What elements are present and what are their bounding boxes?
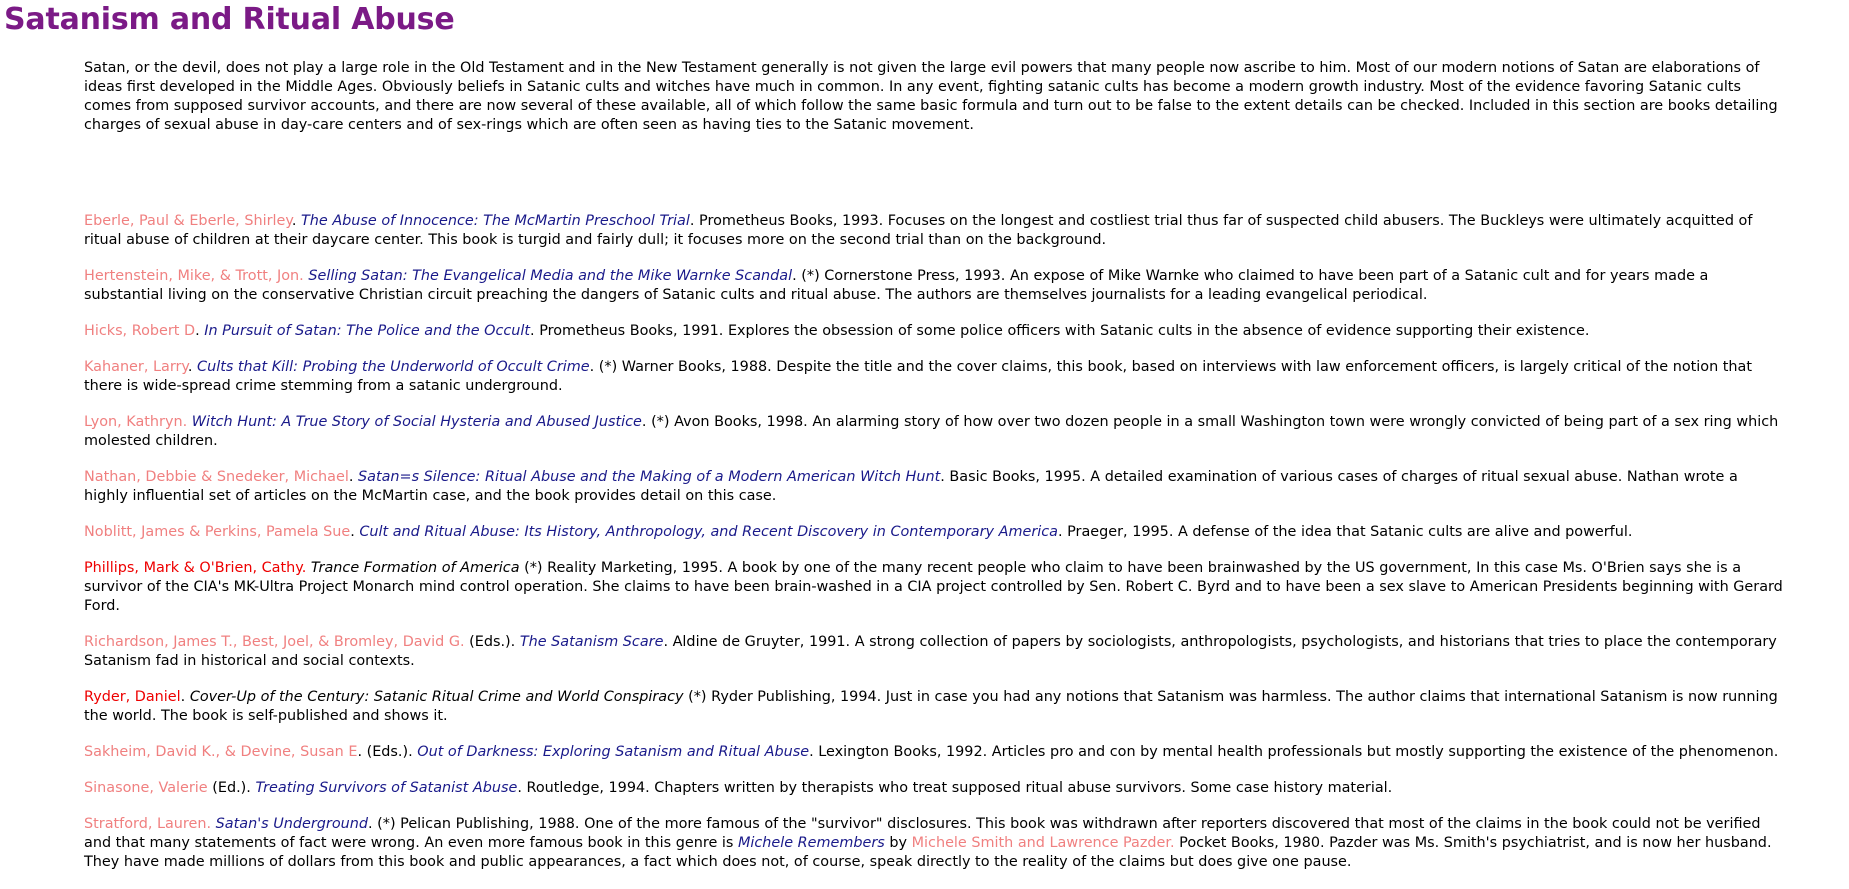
entry-title: Satan's Underground <box>215 816 369 832</box>
bibliography-entry <box>84 212 1786 250</box>
entry-separator: . <box>180 689 190 705</box>
bibliography-entry <box>84 815 1786 872</box>
entry-author: Stratford, Lauren. <box>84 816 212 832</box>
entry-separator: (Ed.). <box>207 780 256 796</box>
entry-separator: . <box>348 469 358 485</box>
bibliography-entry <box>84 633 1786 671</box>
entry-title: Treating Survivors of Satanist Abuse <box>255 780 518 796</box>
entry-description: . (*) Cornerstone Press, 1993. An expose of Mike Warnke who claimed to have been part of a Satanic cult and for years made a substantial living on the conservative Christian circuit preaching the dangers of Satanic cults and ritual abuse. The authors are themselves journalists for a leading evangelical periodical. <box>84 268 1709 303</box>
entry-description: . Praeger, 1995. A defense of the idea that Satanic cults are alive and powerful. <box>1057 524 1633 540</box>
entry-author: Kahaner, Larry <box>84 359 188 375</box>
entry-author: Sakheim, David K., & Devine, Susan E <box>84 744 358 760</box>
entry-description: . (*) Warner Books, 1988. Despite the title and the cover claims, this book, based on interviews with law enforcement officers, is largely critical of the notion that there is wide-spread crime stemming from a satanic underground. <box>84 359 1752 394</box>
entry-title: The Satanism Scare <box>519 634 664 650</box>
entry-description: . Prometheus Books, 1991. Explores the obsession of some police officers with Satanic cults in the absence of evidence supporting their existence. <box>530 323 1590 339</box>
entry-title: Trance Formation of America <box>310 560 520 576</box>
entry-description: . Prometheus Books, 1993. Focuses on the longest and costliest trial thus far of suspected child abusers. The Buckleys were ultimately acquitted of ritual abuse of children at their daycare center. This book is turgid and fairly dull; it focuses more on the second trial than on the background. <box>84 213 1753 248</box>
entry-description: . Aldine de Gruyter, 1991. A strong collection of papers by sociologists, anthropologists, psychologists, and historians that tries to place the contemporary Satanism fad in historical and social contexts. <box>84 634 1777 669</box>
entry-title: Witch Hunt: A True Story of Social Hysteria and Abused Justice <box>191 414 642 430</box>
entry-connector: by <box>884 835 912 851</box>
entry-description: . (*) Avon Books, 1998. An alarming story of how over two dozen people in a small Washington town were wrongly convicted of being part of a sex ring which molested children. <box>84 414 1779 449</box>
entry-description: (*) Ryder Publishing, 1994. Just in case you had any notions that Satanism was harmless. The author claims that international Satanism is now running the world. The book is self-published and shows it. <box>84 689 1778 724</box>
entry-author: Phillips, Mark & O'Brien, Cathy. <box>84 560 307 576</box>
entry-author: Noblitt, James & Perkins, Pamela Sue <box>84 524 351 540</box>
bibliography-list <box>84 212 1786 889</box>
bibliography-entry <box>84 743 1786 762</box>
entry-author: Ryder, Daniel <box>84 689 181 705</box>
entry-title: Out of Darkness: Exploring Satanism and Ritual Abuse <box>417 744 810 760</box>
entry-title: Cults that Kill: Probing the Underworld of Occult Crime <box>197 359 590 375</box>
bibliography-entry <box>84 468 1786 506</box>
entry-author: Sinasone, Valerie <box>84 780 208 796</box>
entry-title: In Pursuit of Satan: The Police and the Occult <box>204 323 531 339</box>
entry-title: Satan=s Silence: Ritual Abuse and the Making of a Modern American Witch Hunt <box>357 469 941 485</box>
entry-description: . (*) Pelican Publishing, 1988. One of the more famous of the "survivor" disclosures. This book was withdrawn after reporters discovered that most of the claims in the book could not be verified and that many statements of fact were wrong. An even more famous book in this genre is <box>84 816 1761 851</box>
entry-title: The Abuse of Innocence: The McMartin Preschool Trial <box>300 213 690 229</box>
bibliography-entry <box>84 413 1786 451</box>
entry-author: Nathan, Debbie & Snedeker, Michael <box>84 469 349 485</box>
entry-related-description: Pocket Books, 1980. Pazder was Ms. Smith's psychiatrist, and is now her husband. They have made millions of dollars from this book and public appearances, a fact which does not, of course, speak directly to the reality of the claims but does give one pause. <box>84 835 1772 870</box>
page-title: Satanism and Ritual Abuse <box>4 2 455 37</box>
bibliography-entry <box>84 267 1786 305</box>
bibliography-entry <box>84 523 1786 542</box>
entry-separator: . <box>187 359 198 375</box>
bibliography-entry <box>84 559 1786 616</box>
entry-title: Cover-Up of the Century: Satanic Ritual Crime and World Conspiracy <box>189 689 684 705</box>
bibliography-entry <box>84 779 1786 798</box>
entry-separator: . (Eds.). <box>357 744 418 760</box>
entry-author: Hertenstein, Mike, & Trott, Jon. <box>84 268 304 284</box>
bibliography-entry <box>84 358 1786 396</box>
entry-author: Richardson, James T., Best, Joel, & Bromley, David G. <box>84 634 465 650</box>
entry-author: Hicks, Robert D <box>84 323 196 339</box>
bibliography-entry <box>84 688 1786 726</box>
entry-separator: . <box>195 323 205 339</box>
entry-description: . Basic Books, 1995. A detailed examination of various cases of charges of ritual sexual abuse. Nathan wrote a highly influential set of articles on the McMartin case, and the book provides detail on this case. <box>84 469 1738 504</box>
entry-separator: . <box>291 213 301 229</box>
entry-related-title: Michele Remembers <box>737 835 885 851</box>
entry-author: Lyon, Kathryn. <box>84 414 188 430</box>
entry-description: . Routledge, 1994. Chapters written by therapists who treat supposed ritual abuse survivors. Some case history material. <box>517 780 1393 796</box>
intro-paragraph: Satan, or the devil, does not play a large role in the Old Testament and in the New Testament generally is not given the large evil powers that many people now ascribe to him. Most of our modern notions of Satan are elaborations of ideas first developed in the Middle Ages. Obviously beliefs in Satanic cults and witches have much in common. In any event, fighting satanic cults has become a modern growth industry. Most of the evidence favoring Satanic cults comes from supposed survivor accounts, and there are now several of these available, all of which follow the same basic formula and turn out to be false to the extent details can be checked. Included in this section are books detailing charges of sexual abuse in day-care centers and of sex-rings which are often seen as having ties to the Satanic movement. <box>84 60 1778 133</box>
entry-separator: . <box>350 524 360 540</box>
entry-related-author: Michele Smith and Lawrence Pazder. <box>911 835 1175 851</box>
entry-author: Eberle, Paul & Eberle, Shirley <box>84 213 292 229</box>
entry-title: Cult and Ritual Abuse: Its History, Anthropology, and Recent Discovery in Contemporary America <box>359 524 1058 540</box>
bibliography-entry <box>84 322 1786 341</box>
entry-separator: (Eds.). <box>464 634 520 650</box>
entry-description: . Lexington Books, 1992. Articles pro and con by mental health professionals but mostly supporting the existence of the phenomenon. <box>809 744 1779 760</box>
entry-title: Selling Satan: The Evangelical Media and the Mike Warnke Scandal <box>308 268 793 284</box>
entry-description: (*) Reality Marketing, 1995. A book by one of the many recent people who claim to have been brainwashed by the US government, In this case Ms. O'Brien says she is a survivor of the CIA's MK-Ultra Project Monarch mind control operation. She claims to have been brain-washed in a CIA project controlled by Sen. Robert C. Byrd and to have been a sex slave to American Presidents beginning with Gerard Ford. <box>84 560 1783 614</box>
